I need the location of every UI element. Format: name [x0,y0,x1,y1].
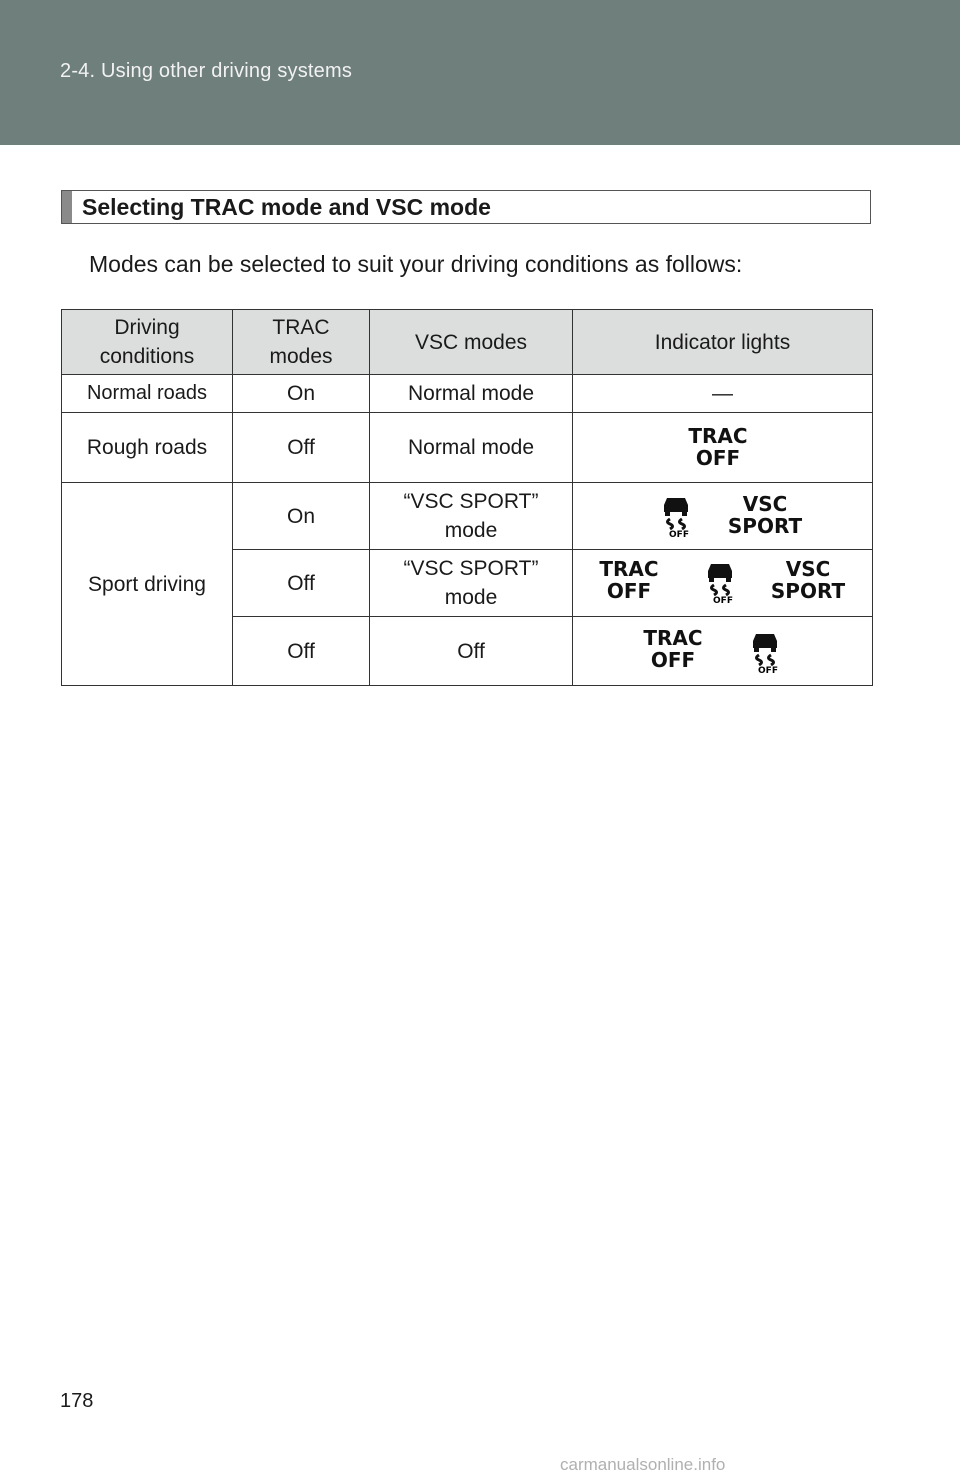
vsc-sport-indicator [725,493,805,537]
header-indicator-lights: Indicator lights [573,310,873,375]
indicator-text: TRAC [688,424,748,448]
indicator-text: TRAC [643,626,703,650]
indicator-text: OFF [606,579,652,603]
header-trac-modes [233,310,370,375]
header-text: conditions [99,345,195,368]
cell-indicator [573,550,873,617]
cell-trac: Off [233,413,370,483]
vsc-sport-indicator [768,558,848,602]
dash-indicator: — [712,382,733,405]
cell-vsc: Off [370,617,573,686]
cell-indicator [573,617,873,686]
trac-off-indicator [599,558,659,602]
indicator-text: TRAC [599,557,659,581]
section-title-box [61,190,871,224]
section-title-marker [62,191,72,223]
cell-text: mode [444,586,498,609]
cell-text: mode [444,519,498,542]
header-text: modes [269,345,333,368]
page-number: 178 [60,1390,94,1412]
indicator-text: VSC [785,557,831,581]
cell-trac: Off [233,550,370,617]
cell-condition: Sport driving [62,483,233,686]
cell-vsc [370,550,573,617]
icon-off-text: OFF [713,596,733,604]
table-row [62,413,873,483]
cell-condition: Normal roads [62,375,233,413]
cell-vsc: Normal mode [370,375,573,413]
vsc-off-icon [746,628,784,674]
cell-vsc [370,483,573,550]
modes-table [61,309,873,686]
table-header-row [62,310,873,375]
section-label: 2-4. Using other driving systems [60,60,353,82]
vsc-off-icon [701,558,739,604]
cell-trac: On [233,483,370,550]
header-text: TRAC [272,316,330,339]
cell-condition: Rough roads [62,413,233,483]
indicator-text: OFF [650,648,696,672]
cell-indicator [573,483,873,550]
trac-off-indicator [688,425,748,469]
header-text: Driving [114,316,180,339]
section-title: Selecting TRAC mode and VSC mode [82,194,491,220]
cell-vsc: Normal mode [370,413,573,483]
table-row [62,483,873,550]
cell-indicator [573,375,873,413]
indicator-text: VSC [742,492,788,516]
header-driving-conditions [62,310,233,375]
header-vsc-modes: VSC modes [370,310,573,375]
intro-text: Modes can be selected to suit your driving conditions as follows: [89,251,743,277]
watermark: carmanualsonline.info [560,1455,726,1474]
indicator-text: SPORT [770,579,846,603]
indicator-text: OFF [695,446,741,470]
icon-off-text: OFF [758,666,778,674]
icon-off-text: OFF [669,530,689,538]
table-row [62,375,873,413]
vsc-off-icon [657,492,695,538]
trac-off-indicator [643,627,703,671]
cell-text: “VSC SPORT” [403,490,539,513]
cell-trac: On [233,375,370,413]
cell-text: “VSC SPORT” [403,557,539,580]
indicator-text: SPORT [727,514,803,538]
cell-indicator [573,413,873,483]
cell-trac: Off [233,617,370,686]
